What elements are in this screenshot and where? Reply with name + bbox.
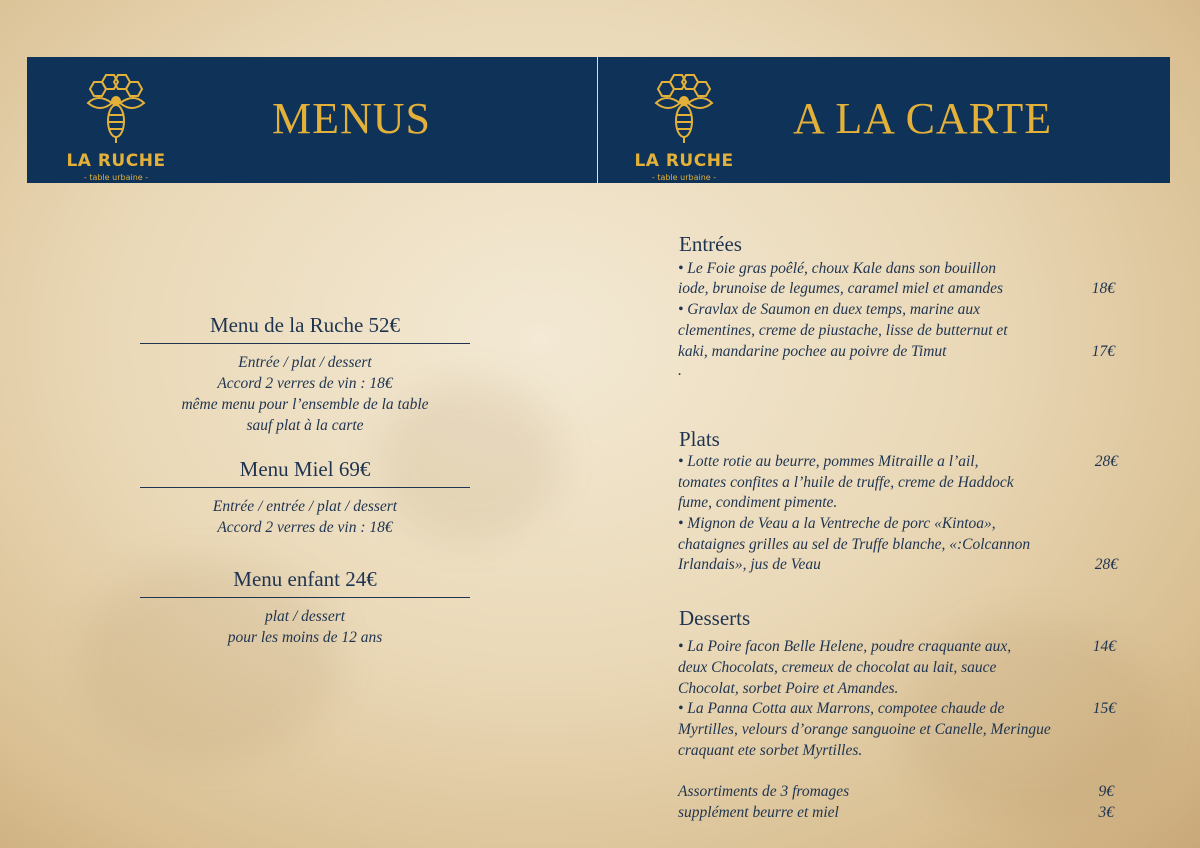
dish-line: Myrtilles, velours d’orange sanguoine et Canelle, Meringue (678, 721, 1051, 738)
brand-name: LA RUCHE (634, 151, 734, 171)
dish-line: • Lotte rotie au beurre, pommes Mitraille a l’ail, (678, 453, 979, 470)
dish-price: 18€ (1091, 280, 1115, 297)
dish-line: • Gravlax de Saumon en duex temps, marine aux (678, 301, 981, 318)
menus-header (27, 57, 597, 183)
section-title-plats: Plats (679, 427, 720, 451)
menu-line: plat / dessert (264, 608, 346, 625)
page-title: A LA CARTE (793, 94, 1053, 143)
brand-tagline: - table urbaine - (651, 173, 717, 182)
brand-name: LA RUCHE (66, 151, 166, 171)
divider (140, 597, 470, 598)
menu-line: sauf plat à la carte (246, 417, 364, 434)
section-title-desserts: Desserts (679, 606, 751, 630)
extra-line: Assortiments de 3 fromages (678, 783, 850, 800)
dish-line: chataignes grilles au sel de Truffe blanche, «:Colcannon (678, 536, 1031, 553)
dish-line: Chocolat, sorbet Poire et Amandes. (678, 680, 899, 697)
section-title-entrees: Entrées (679, 232, 742, 256)
dish-line: • Le Foie gras poêlé, choux Kale dans son bouillon (678, 260, 996, 277)
la-ruche-logo (60, 67, 172, 182)
dish-line: clementines, creme de piustache, lisse de butternut et (678, 322, 1008, 339)
menu-title: Menu de la Ruche 52€ (209, 313, 401, 337)
dish-line: . (678, 362, 682, 379)
page-title: MENUS (272, 94, 432, 143)
dish-line: deux Chocolats, cremeux de chocolat au lait, sauce (678, 659, 997, 676)
menu-miel (140, 457, 470, 538)
dish-price: 28€ (1094, 556, 1118, 573)
extra-line: supplément beurre et miel (678, 804, 839, 821)
la-ruche-logo (628, 67, 740, 182)
menu-line: même menu pour l’ensemble de la table (181, 396, 429, 413)
dish-line: iode, brunoise de legumes, caramel miel et amandes (678, 280, 1004, 297)
bee-honeycomb-icon (78, 71, 154, 151)
extra-price: 9€ (1098, 783, 1114, 800)
bee-honeycomb-icon (646, 71, 722, 151)
dish-line: • La Panna Cotta aux Marrons, compotee chaude de (678, 700, 1005, 717)
dish-price: 28€ (1094, 453, 1118, 470)
menu-line: Accord 2 verres de vin : 18€ (217, 375, 393, 392)
dish-line: kaki, mandarine pochee au poivre de Timut (678, 343, 947, 360)
menu-ruche (140, 313, 470, 436)
divider (140, 487, 470, 488)
dish-line: Irlandais», jus de Veau (678, 556, 821, 573)
dish-line: tomates confites a l’huile de truffe, creme de Haddock (678, 474, 1014, 491)
dish-line: fume, condiment pimente. (678, 494, 838, 511)
brand-tagline: - table urbaine - (83, 173, 149, 182)
menu-line: pour les moins de 12 ans (227, 629, 383, 646)
dish-line: • Mignon de Veau a la Ventreche de porc «Kintoa», (678, 515, 996, 532)
dish-line: • La Poire facon Belle Helene, poudre craquante aux, (678, 638, 1012, 655)
menu-enfant (140, 567, 470, 648)
divider (140, 343, 470, 344)
menu-line: Accord 2 verres de vin : 18€ (217, 519, 393, 536)
menu-title: Menu enfant 24€ (233, 567, 377, 591)
dish-price: 17€ (1091, 343, 1115, 360)
menu-line: Entrée / entrée / plat / dessert (212, 498, 398, 515)
menu-line: Entrée / plat / dessert (238, 354, 372, 371)
dish-price: 14€ (1092, 638, 1116, 655)
extra-price: 3€ (1098, 804, 1114, 821)
menu-title: Menu Miel 69€ (239, 457, 371, 481)
dish-price: 15€ (1092, 700, 1116, 717)
dish-line: craquant ete sorbet Myrtilles. (678, 742, 863, 759)
carte-header (598, 57, 1170, 183)
